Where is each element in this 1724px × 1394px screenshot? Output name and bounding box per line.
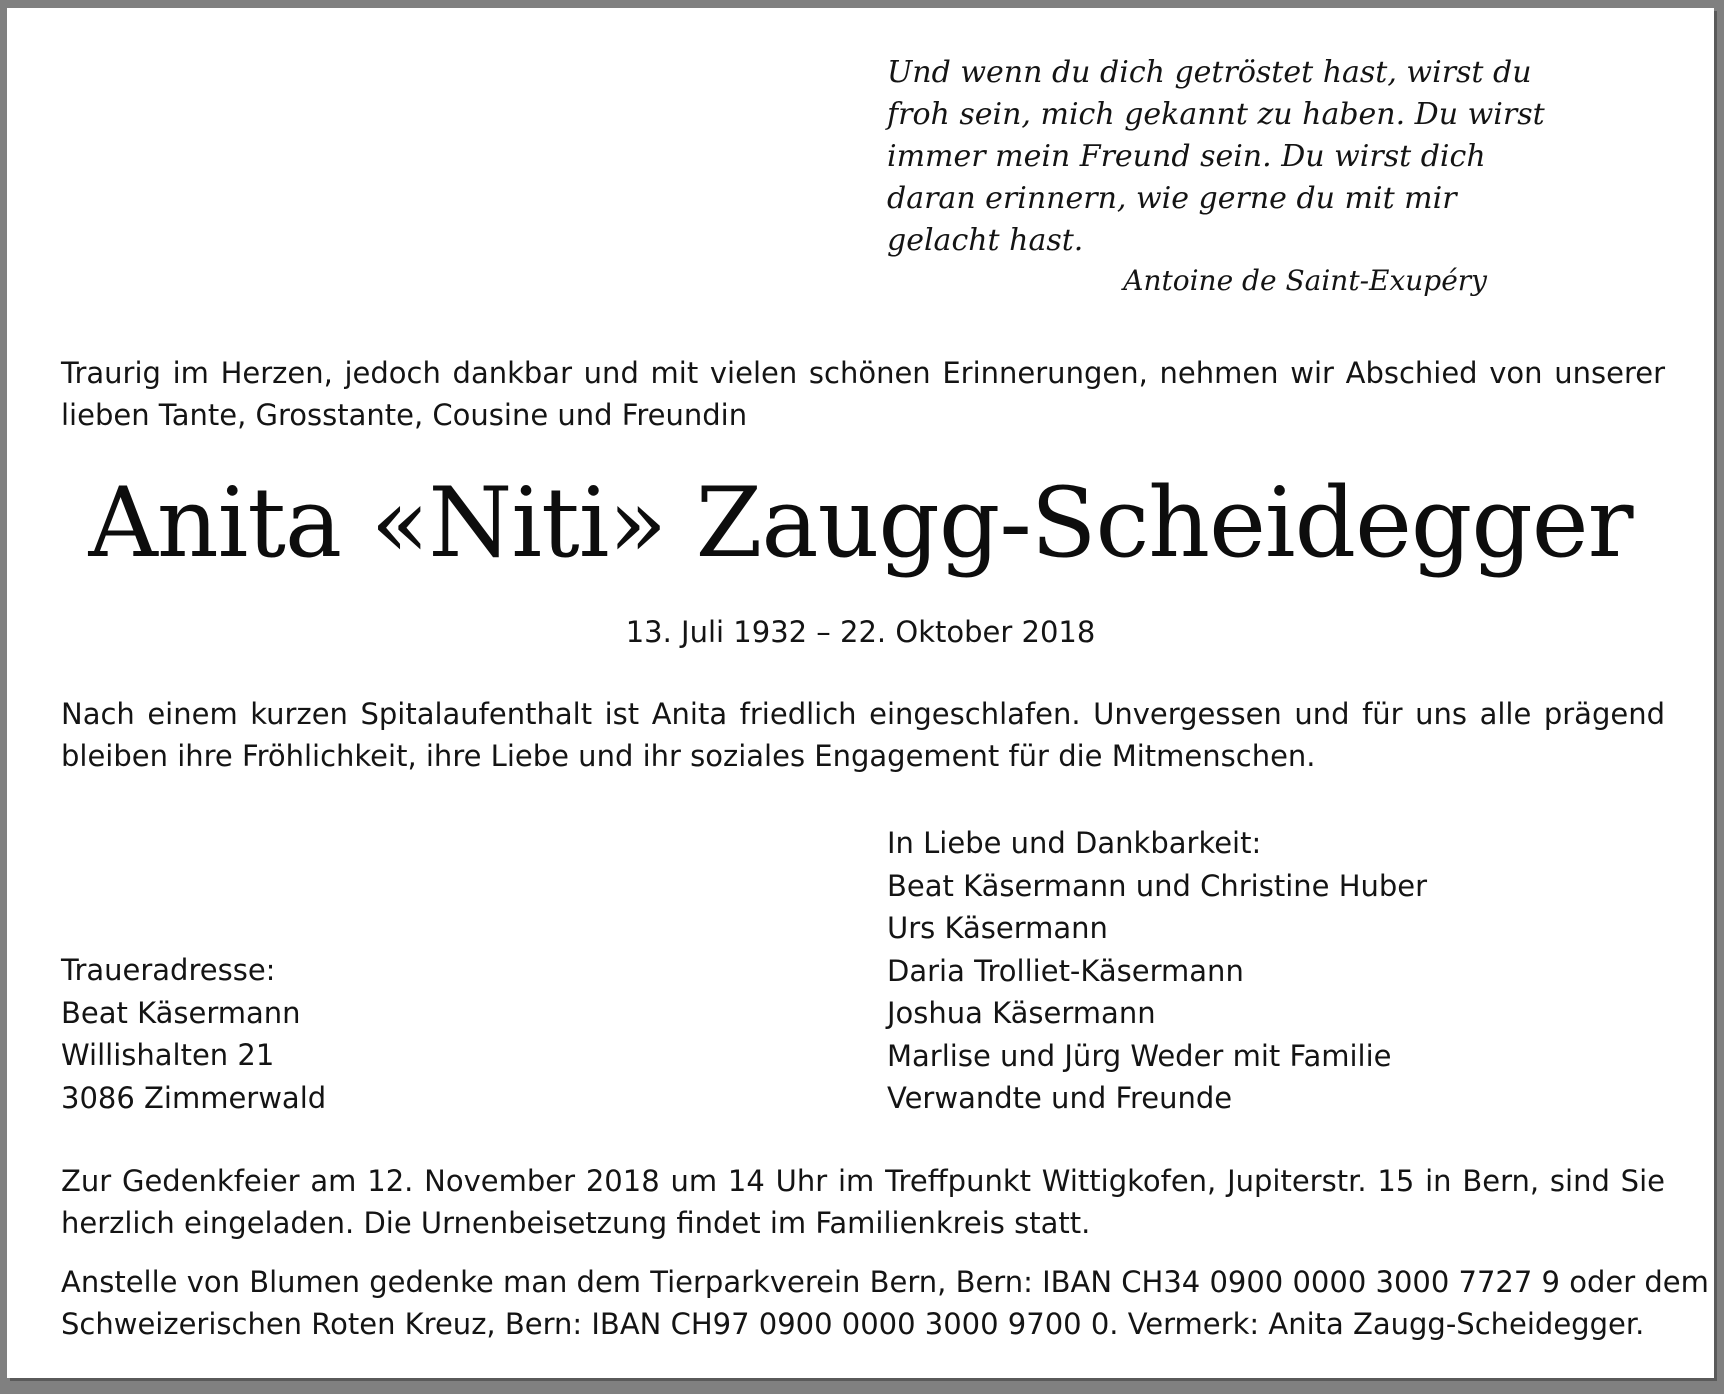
donation-line: Schweizerischen Roten Kreuz, Bern: IBAN CH97 0900 0000 3000 9700 0. Vermerk: Anita Zaugg-Scheidegger. [61,1307,1645,1341]
mourner-name: Verwandte und Freunde [887,1081,1233,1115]
life-dates: 13. Juli 1932 – 22. Oktober 2018 [625,615,1096,649]
mourning-address [61,949,326,1119]
mourner-name: Marlise und Jürg Weder mit Familie [887,1038,1392,1073]
address-name: Beat Käsermann [61,995,301,1030]
mourner-name: Beat Käsermann und Christine Huber [887,868,1428,903]
memorial-notice [61,1160,1665,1244]
deceased-name: Anita «Niti» Zaugg-Scheidegger [88,467,1633,579]
mourner-name: Urs Käsermann [887,911,1108,945]
mourner-name: Daria Trolliet-Käsermann [887,953,1244,988]
intro-line: lieben Tante, Grosstante, Cousine und Freundin [61,398,748,432]
quote-line: Und wenn du dich getröstet hast, wirst du [887,55,1532,90]
intro-text [61,352,1665,436]
mourners-list [887,822,1427,1120]
message-text [61,693,1665,777]
memorial-line: herzlich eingeladen. Die Urnenbeisetzung findet im Familienkreis statt. [61,1206,1091,1240]
intro-line: Traurig im Herzen, jedoch dankbar und mit vielen schönen Erinnerungen, nehmen wir Abschied von unserer [61,356,1665,390]
mourners-heading: In Liebe und Dankbarkeit: [887,826,1262,860]
address-street: Willishalten 21 [61,1038,275,1072]
quote-line: gelacht hast. [887,223,1084,258]
quote-line: immer mein Freund sein. Du wirst dich [887,139,1486,174]
message-line: Nach einem kurzen Spitalaufenthalt ist Anita friedlich eingeschlafen. Unvergessen und für uns alle prägend [61,697,1665,731]
obituary-page [7,8,1714,1378]
quote [887,52,1545,262]
address-heading: Traueradresse: [61,953,276,987]
donation-line: Anstelle von Blumen gedenke man dem Tierparkverein Bern, Bern: IBAN CH34 0900 0000 3000 7727 9 oder dem [61,1265,1709,1299]
donation-notice [61,1261,1709,1345]
quote-author: Antoine de Saint-Exupéry [1123,264,1487,297]
message-line: bleiben ihre Fröhlichkeit, ihre Liebe und ihr soziales Engagement für die Mitmenschen. [61,739,1316,773]
address-city: 3086 Zimmerwald [61,1080,327,1115]
quote-line: daran erinnern, wie gerne du mit mir [887,181,1457,216]
mourner-name: Joshua Käsermann [887,996,1156,1030]
quote-line: froh sein, mich gekannt zu haben. Du wirst [887,97,1545,132]
memorial-line: Zur Gedenkfeier am 12. November 2018 um 14 Uhr im Treffpunkt Wittigkofen, Jupiterstr. 15 in Bern, sind Sie [61,1164,1665,1198]
